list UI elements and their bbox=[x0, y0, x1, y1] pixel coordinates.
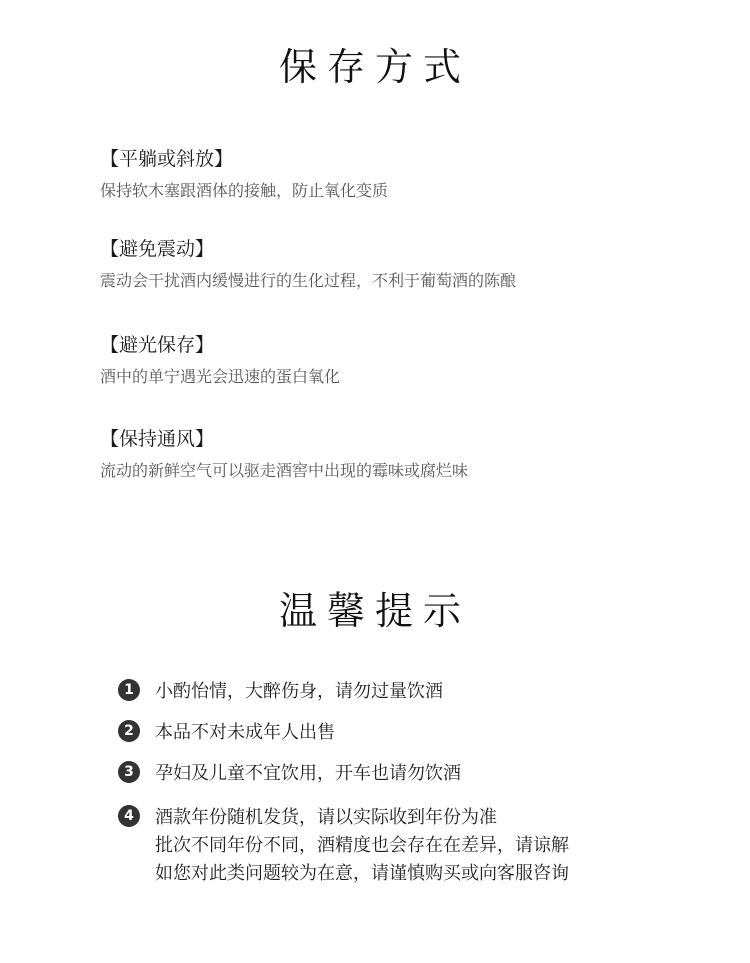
storage-item-heading: 【避光保存】 bbox=[100, 334, 215, 356]
storage-section-title: 保存方式 bbox=[278, 45, 471, 89]
storage-item-avoid-light bbox=[100, 332, 700, 388]
tip-item-3 bbox=[118, 760, 718, 788]
tips-section-title: 温馨提示 bbox=[278, 589, 471, 633]
number-4-icon: 4 bbox=[118, 805, 140, 827]
tip-line: 如您对此类问题较为在意，请谨慎购买或向客服咨询 bbox=[155, 863, 569, 884]
tip-line: 酒款年份随机发货，请以实际收到年份为准 bbox=[155, 807, 497, 828]
tip-line: 本品不对未成年人出售 bbox=[155, 722, 335, 743]
tip-text bbox=[155, 678, 443, 706]
storage-item-desc: 震动会干扰酒内缓慢进行的生化过程，不利于葡萄酒的陈酿 bbox=[100, 271, 517, 290]
storage-item-heading: 【保持通风】 bbox=[100, 428, 215, 450]
tip-text bbox=[155, 719, 335, 747]
tip-item-1 bbox=[118, 678, 718, 706]
tip-line: 孕妇及儿童不宜饮用，开车也请勿饮酒 bbox=[155, 763, 461, 784]
tip-line: 小酌怡情，大醉伤身，请勿过量饮酒 bbox=[155, 681, 443, 702]
storage-item-desc: 酒中的单宁遇光会迅速的蛋白氧化 bbox=[100, 367, 341, 386]
storage-item-ventilation bbox=[100, 426, 700, 482]
number-3-icon: 3 bbox=[118, 761, 140, 783]
storage-item-avoid-vibration bbox=[100, 236, 700, 292]
storage-item-heading: 【平躺或斜放】 bbox=[100, 148, 234, 170]
tip-item-2 bbox=[118, 719, 718, 747]
storage-item-heading: 【避免震动】 bbox=[100, 238, 215, 260]
tip-item-4 bbox=[118, 804, 718, 888]
number-2-icon: 2 bbox=[118, 720, 140, 742]
tip-text bbox=[155, 804, 569, 888]
storage-item-lay-flat bbox=[100, 146, 700, 202]
storage-item-desc: 流动的新鲜空气可以驱走酒窖中出现的霉味或腐烂味 bbox=[100, 461, 469, 480]
tip-text bbox=[155, 760, 461, 788]
storage-item-desc: 保持软木塞跟酒体的接触，防止氧化变质 bbox=[100, 181, 389, 200]
tip-line: 批次不同年份不同，酒精度也会存在在差异，请谅解 bbox=[155, 835, 569, 856]
number-1-icon: 1 bbox=[118, 679, 140, 701]
